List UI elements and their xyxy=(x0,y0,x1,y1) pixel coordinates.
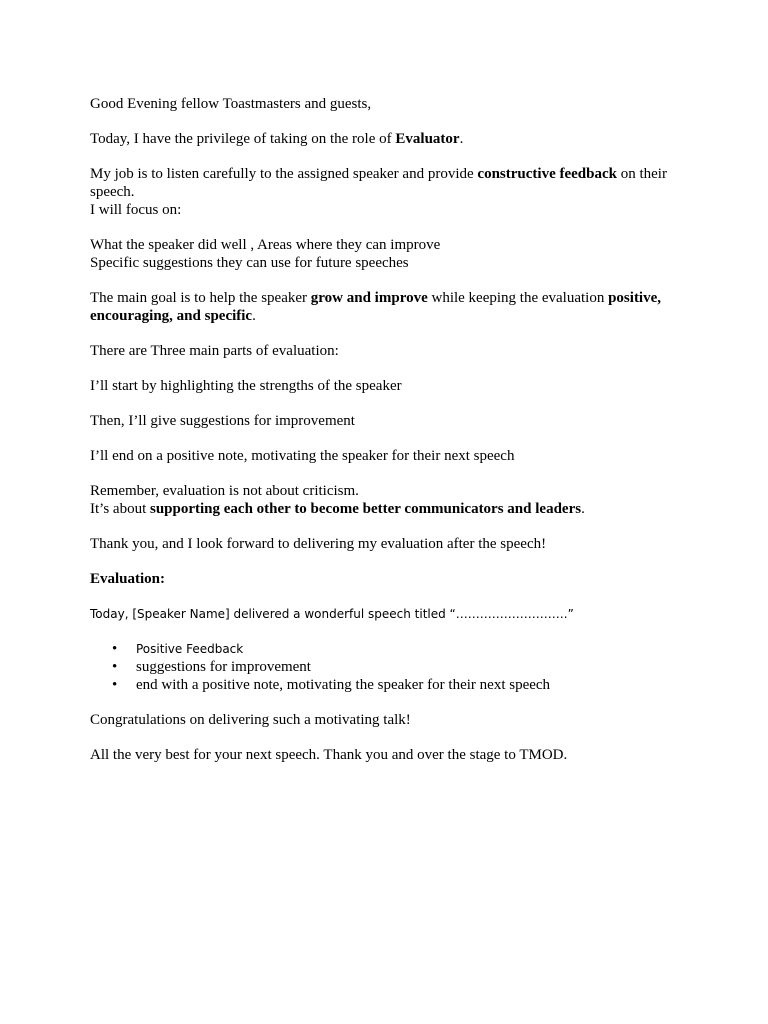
focus-intro: I will focus on: xyxy=(90,202,182,218)
greeting-paragraph: Good Evening fellow Toastmasters and guests, xyxy=(90,96,372,112)
bullet-icon: • xyxy=(112,641,118,657)
remember-text: It’s about xyxy=(90,501,150,517)
job-text: My job is to listen carefully to the assigned speaker and provide xyxy=(90,166,478,182)
goal-bold-1: grow and improve xyxy=(310,290,428,306)
job-end: on their speech. xyxy=(90,166,667,200)
remember-bold: supporting each other to become better communicators and leaders xyxy=(150,501,582,517)
document-page xyxy=(90,95,680,781)
list-item xyxy=(90,658,680,676)
focus-line-1: What the speaker did well , Areas where they can improve xyxy=(90,237,441,253)
job-bold: constructive feedback xyxy=(477,166,617,182)
goal-end: . xyxy=(252,308,256,324)
role-end: . xyxy=(459,131,464,147)
role-paragraph xyxy=(90,130,680,148)
evaluation-heading xyxy=(90,570,680,588)
remember-line-1: Remember, evaluation is not about criticism. xyxy=(90,483,359,499)
remember-end: . xyxy=(581,501,585,517)
parts-intro: There are Three main parts of evaluation: xyxy=(90,343,339,359)
list-item xyxy=(90,640,680,658)
part-2: Then, I’ll give suggestions for improvement xyxy=(90,413,355,429)
list-item-text: Positive Feedback xyxy=(136,642,244,656)
focus-line-2: Specific suggestions they can use for future speeches xyxy=(90,255,409,271)
list-item xyxy=(90,676,680,694)
bullet-icon: • xyxy=(112,659,118,675)
part-3: I’ll end on a positive note, motivating the speaker for their next speech xyxy=(90,448,515,464)
list-item-text: end with a positive note, motivating the speaker for their next speech xyxy=(136,677,551,693)
role-bold: Evaluator xyxy=(395,131,460,147)
bullet-icon: • xyxy=(112,677,118,693)
congrats-paragraph: Congratulations on delivering such a motivating talk! xyxy=(90,712,411,728)
part-1: I’ll start by highlighting the strengths of the speaker xyxy=(90,378,402,394)
goal-paragraph xyxy=(90,289,680,325)
evaluation-bullet-list xyxy=(90,640,680,694)
evaluation-intro: Today, [Speaker Name] delivered a wonderful speech titled “……………………….” xyxy=(90,607,574,621)
goal-bold-2: positive, encouraging, and specific xyxy=(90,290,662,324)
remember-line-2 xyxy=(90,500,680,518)
goal-mid: while keeping the evaluation xyxy=(427,290,609,306)
role-text: Today, I have the privilege of taking on the role of xyxy=(90,131,396,147)
list-item-text: suggestions for improvement xyxy=(136,659,311,675)
goal-text: The main goal is to help the speaker xyxy=(90,290,311,306)
evaluation-heading-text: Evaluation: xyxy=(90,571,166,587)
job-paragraph xyxy=(90,165,680,201)
closing-paragraph: All the very best for your next speech. Thank you and over the stage to TMOD. xyxy=(90,747,568,763)
thanks-paragraph: Thank you, and I look forward to delivering my evaluation after the speech! xyxy=(90,536,547,552)
